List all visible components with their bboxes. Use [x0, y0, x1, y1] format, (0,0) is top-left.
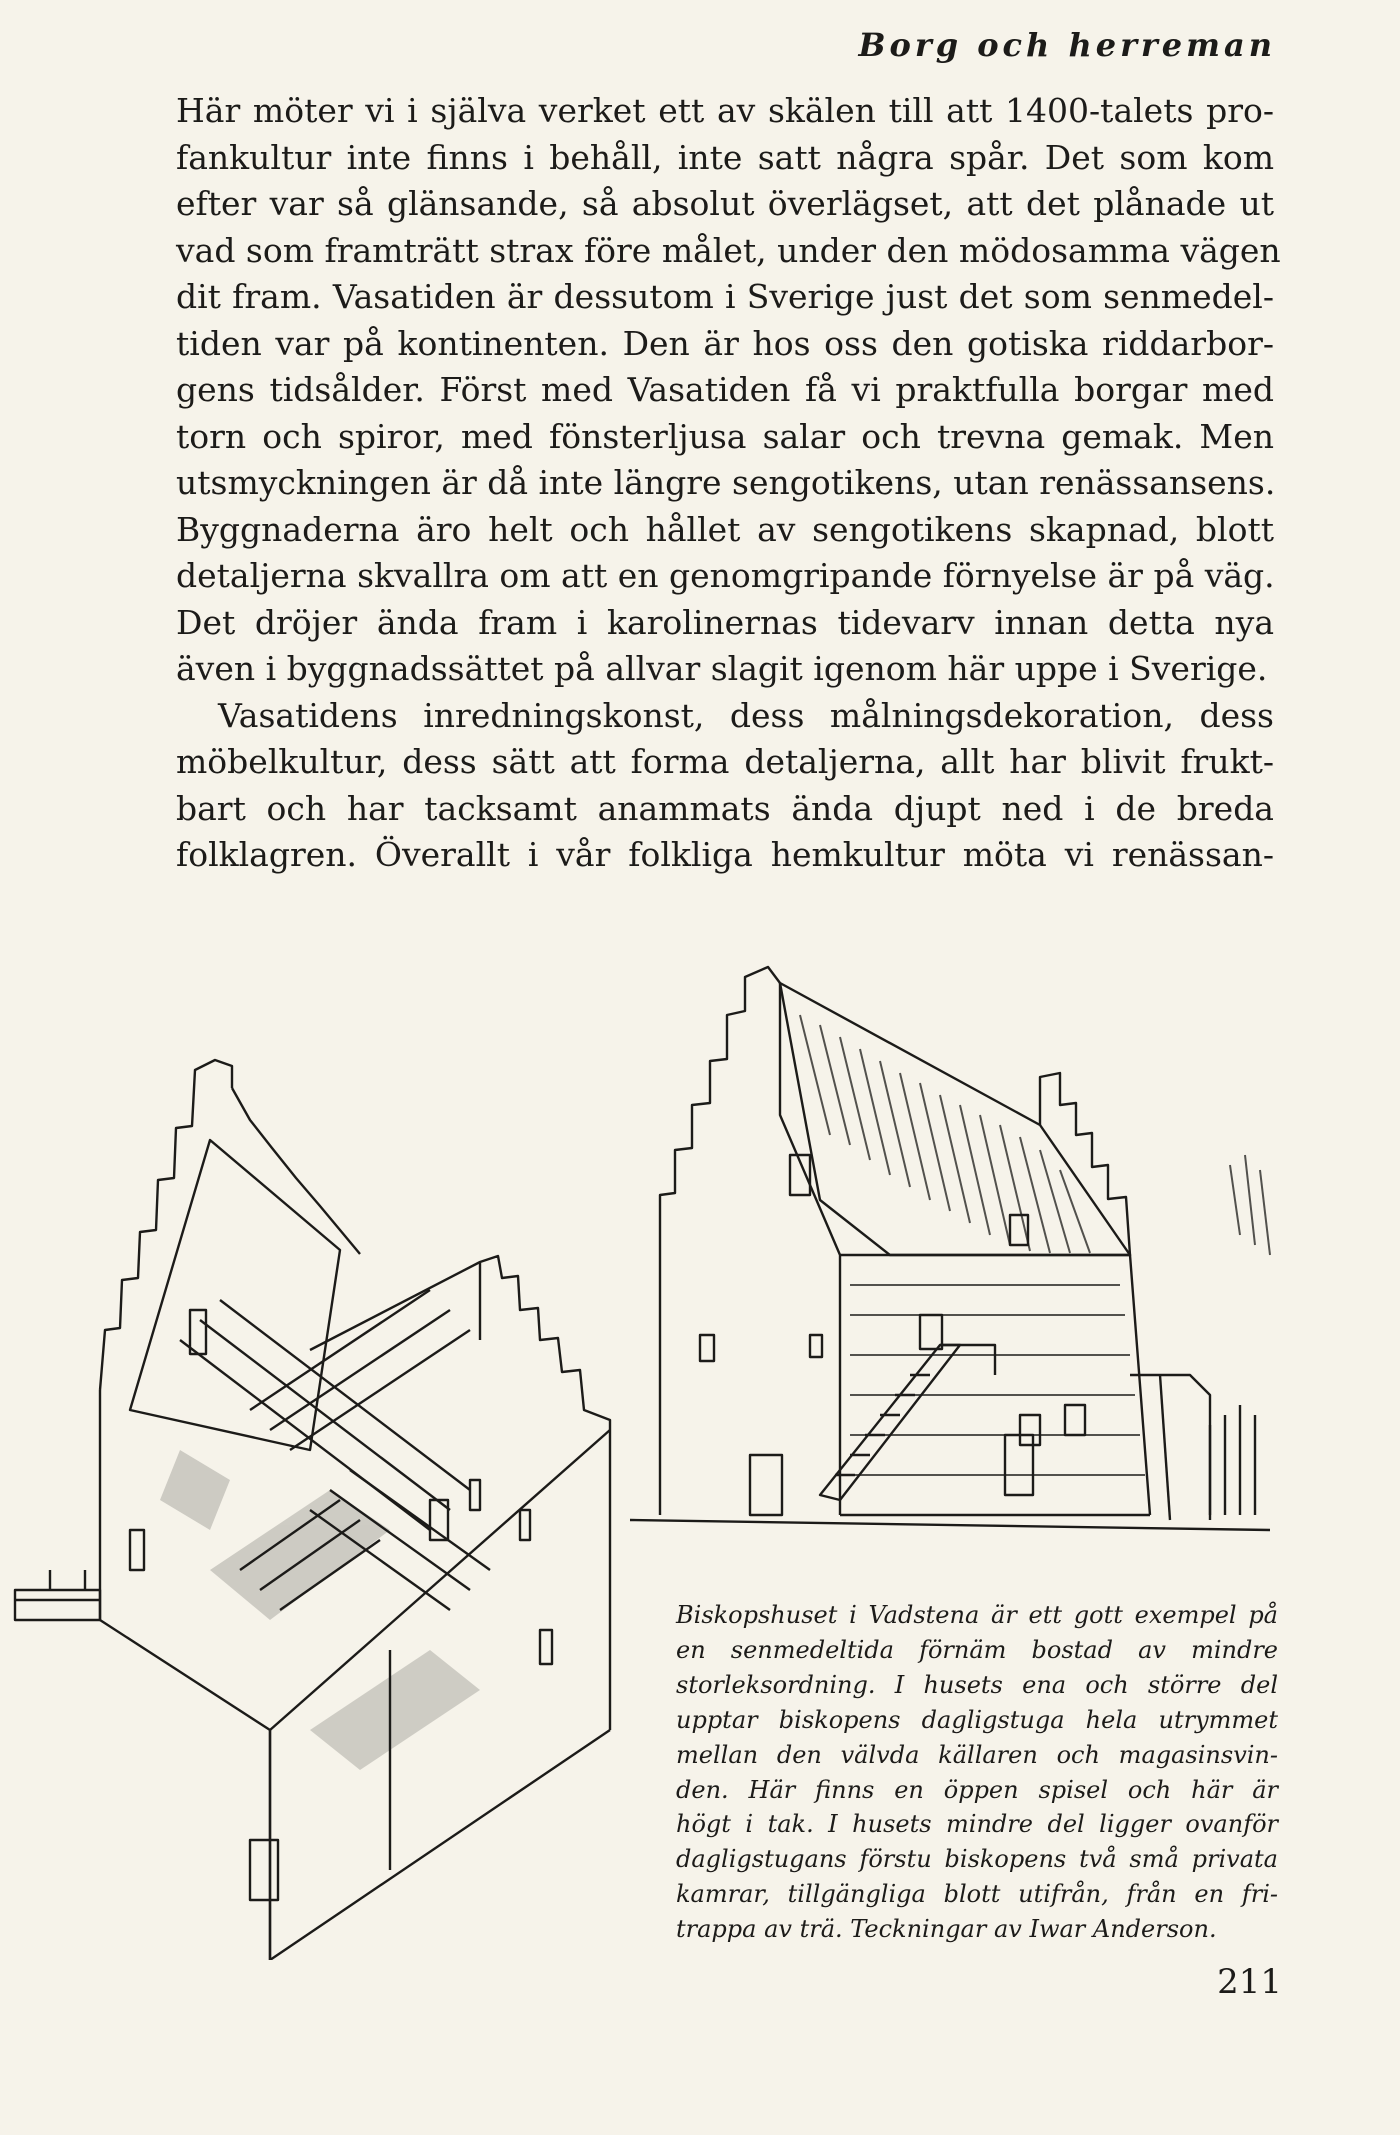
text-line: även i byggnadssättet på allvar slagit igenom här uppe i Sverige.: [176, 649, 1268, 688]
text-line: möbelkultur, dess sätt att forma detaljerna, allt har blivit frukt-: [176, 742, 1274, 781]
caption-line: trappa av trä. Teckningar av Iwar Anderson.: [676, 1915, 1217, 1944]
body-text: [176, 88, 1281, 879]
text-line: detaljerna skvallra om att en genomgripande förnyelse är på väg.: [176, 556, 1275, 595]
caption-line: mellan den välvda källaren och magasinsvin-: [676, 1740, 1278, 1769]
text-line: gens tidsålder. Först med Vasatiden få vi praktfulla borgar med: [176, 370, 1274, 409]
caption-line: den. Här finns en öppen spisel och här är: [676, 1775, 1278, 1804]
text-line: dit fram. Vasatiden är dessutom i Sverige just det som senmedel-: [176, 277, 1274, 316]
text-line: fankultur inte finns i behåll, inte satt några spår. Det som kom: [176, 137, 1274, 177]
caption-line: högt i tak. I husets mindre del ligger ovanför: [676, 1810, 1278, 1839]
text-line: Här möter vi i själva verket ett av skälen till att 1400-talets pro-: [176, 91, 1274, 130]
text-line: Vasatidens inredningskonst, dess målningsdekoration, dess: [218, 695, 1274, 735]
caption-line: dagligstugans förstu biskopens två små privata: [676, 1845, 1278, 1874]
page-number: 211: [1217, 1962, 1282, 2002]
cutaway-house-drawing-icon: [10, 1010, 630, 1960]
text-line: bart och har tacksamt anammats ända djupt ned i de breda: [176, 788, 1274, 828]
text-line: vad som framträtt strax före målet, under den mödosamma vägen: [176, 230, 1281, 270]
figure-caption: [676, 1598, 1278, 1947]
caption-line: en senmedeltida förnäm bostad av mindre: [676, 1635, 1278, 1664]
text-line: Byggnaderna äro helt och hållet av sengotikens skapnad, blott: [176, 509, 1274, 549]
text-line: torn och spiror, med fönsterljusa salar och trevna gemak. Men: [176, 416, 1274, 456]
caption-line: Biskopshuset i Vadstena är ett gott exempel på: [676, 1601, 1278, 1629]
house-sketch-drawing-icon: [630, 955, 1280, 1555]
caption-line: upptar biskopens dagligstuga hela utrymmet: [676, 1705, 1278, 1734]
caption-line: kamrar, tillgängliga blott utifrån, från en fri-: [676, 1880, 1278, 1909]
running-head: Borg och herreman: [858, 26, 1276, 64]
text-line: Det dröjer ända fram i karolinernas tidevarv innan detta nya: [176, 602, 1274, 642]
text-line: tiden var på kontinenten. Den är hos oss den gotiska riddarbor-: [176, 323, 1274, 363]
caption-line: storleksordning. I husets ena och större del: [676, 1670, 1278, 1699]
text-line: utsmyckningen är då inte längre sengotikens, utan renässansens.: [176, 463, 1276, 502]
text-line: efter var så glänsande, så absolut överlägset, att det plånade ut: [176, 184, 1274, 223]
text-line: folklagren. Överallt i vår folkliga hemkultur möta vi renässan-: [176, 835, 1274, 874]
